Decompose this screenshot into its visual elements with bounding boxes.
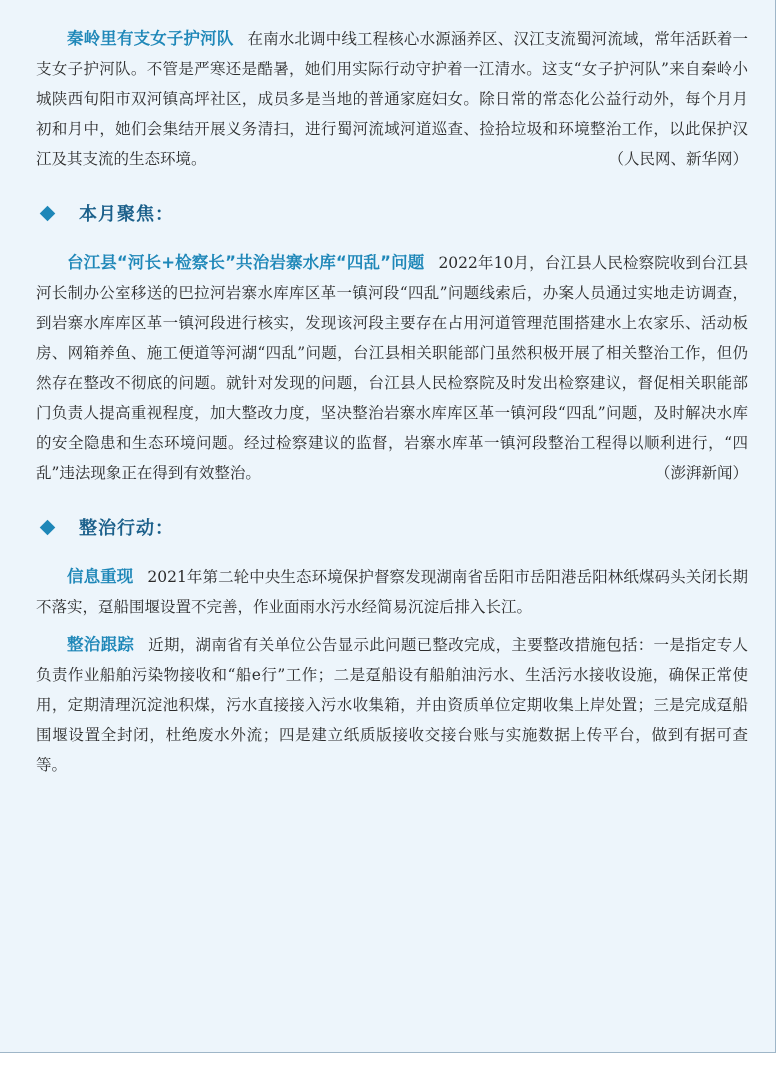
article-content [36, 24, 748, 780]
section-focus-header [36, 196, 748, 230]
followup-body: 近期，湖南省有关单位公告显示此问题已整改完成，主要整改措施包括：一是指定专人负责作业船舶污染物接收和“船e行”工作；二是趸船设有船舶油污水、生活污水接收设施，确保正常使用，定期清理沉淀池积煤，污水直接接入污水收集箱，并由资质单位定期收集上岸处置；三是完成趸船围堰设置全封闭，杜绝废水外流；四是建立纸质版接收交接台账与实施数据上传平台，做到有据可查等。 [36, 636, 748, 774]
story-body: 2022年10月，台江县人民检察院收到台江县河长制办公室移送的巴拉河岩寨水库库区革一镇河段“四乱”问题线索后，办案人员通过实地走访调查，到岩寨水库库区革一镇河段进行核实，发现该河段主要存在占用河道管理范围搭建水上农家乐、活动板房、网箱养鱼、施工便道等河湖“四乱”问题，台江县相关职能部门虽然积极开展了相关整治工作，但仍然存在整改不彻底的问题。就针对发现的问题，台江县人民检察院及时发出检察建议，督促相关职能部门负责人提高重视程度，加大整改力度，坚决整治岩寨水库库区革一镇河段“四乱”问题，及时解决水库的安全隐患和生态环境问题。经过检察建议的监督，岩寨水库革一镇河段整治工程得以顺利进行，“四乱”违法现象正在得到有效整治。 [36, 254, 748, 482]
story-headline: 台江县“河长+检察长”共治岩寨水库“四乱”问题 [67, 253, 425, 272]
diamond-bullet-icon [40, 519, 56, 535]
diamond-bullet-icon [40, 205, 56, 221]
section-action-title: 整治行动： [79, 518, 174, 539]
info-body: 2021年第二轮中央生态环境保护督察发现湖南省岳阳市岳阳港岳阳林纸煤码头关闭长期不落实，趸船围堰设置不完善，作业面雨水污水经简易沉淀后排入长江。 [36, 568, 749, 616]
story-taijiang-reservoir [36, 248, 748, 488]
story-source: （澎湃新闻） [654, 464, 748, 482]
followup-lead: 整治跟踪 [67, 635, 135, 654]
section-action-header [36, 510, 748, 544]
story-women-river-patrol [36, 24, 748, 174]
story-source: （人民网、新华网） [608, 150, 748, 168]
info-reappear-paragraph [36, 562, 748, 622]
info-lead: 信息重现 [67, 567, 134, 586]
section-focus-title: 本月聚焦： [79, 204, 174, 225]
story-headline: 秦岭里有支女子护河队 [67, 29, 234, 48]
story-body: 在南水北调中线工程核心水源涵养区、汉江支流蜀河流域，常年活跃着一支女子护河队。不管是严寒还是酷暑，她们用实际行动守护着一江清水。这支“女子护河队”来自秦岭小城陕西旬阳市双河镇高坪社区，成员多是当地的普通家庭妇女。除日常的常态化公益行动外，每个月月初和月中，她们会集结开展义务清扫，进行蜀河流域河道巡查、捡拾垃圾和环境整治工作，以此保护汉江及其支流的生态环境。 [36, 30, 748, 168]
followup-paragraph [36, 630, 748, 780]
